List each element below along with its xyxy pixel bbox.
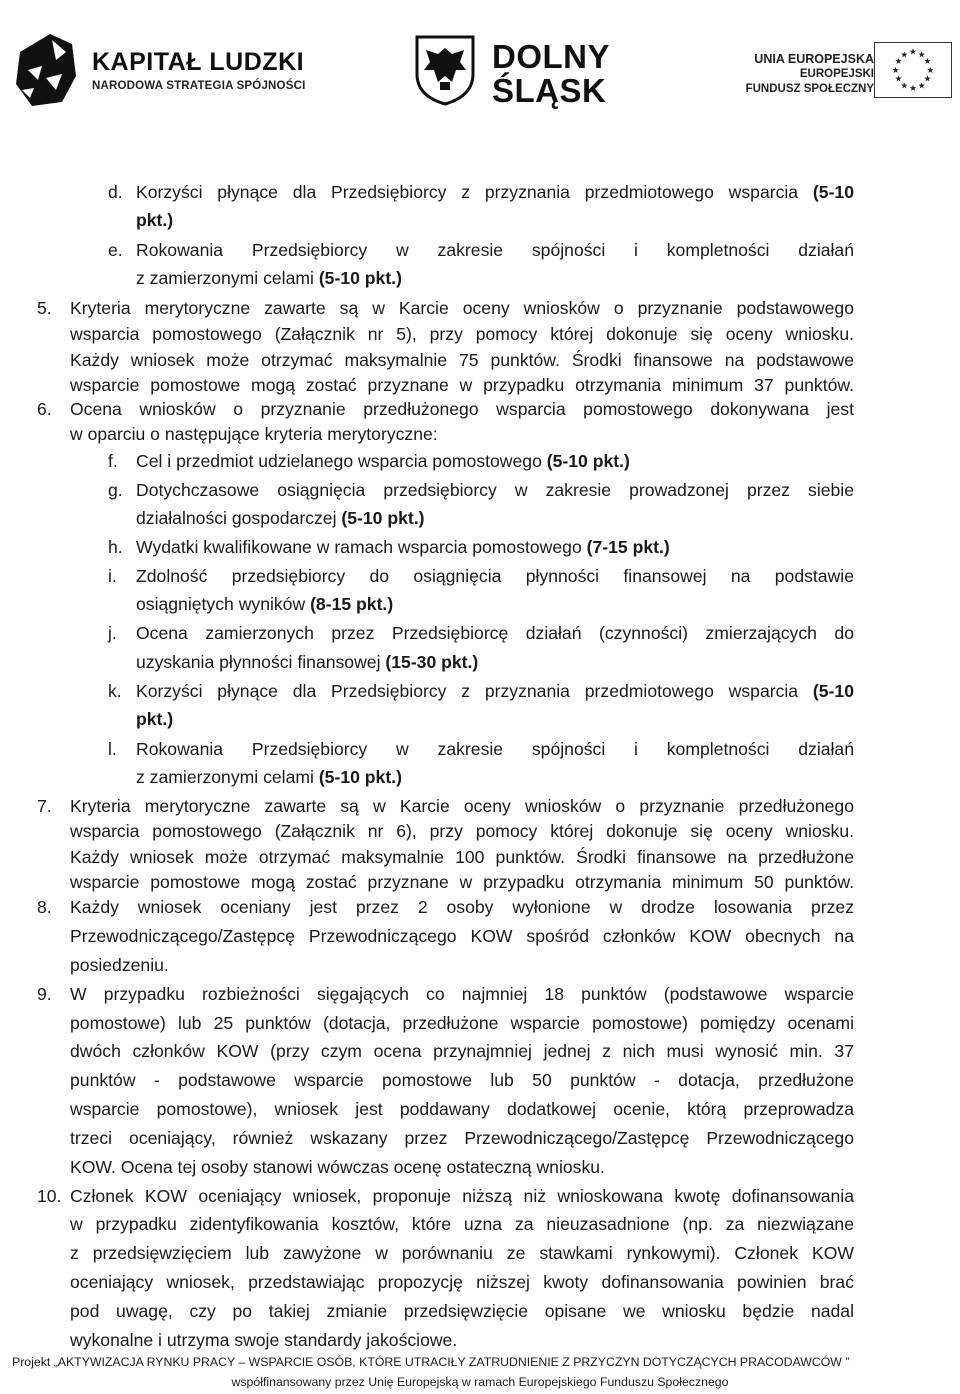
point-5-line3: Każdy wniosek może otrzymać maksymalnie 75 punktów. Środki finansowe na podstawowe xyxy=(70,350,854,370)
point-7-label: 7. xyxy=(37,796,52,816)
point-9-line3: dwóch członków KOW (przy czym ocena przynajmniej jednej z nich musi wynosić min. 37 xyxy=(70,1041,854,1061)
svg-text:★: ★ xyxy=(900,50,909,61)
point-7-line3: Każdy wniosek może otrzymać maksymalnie 100 punktów. Środki finansowe na przedłużone xyxy=(70,847,854,867)
point-10-label: 10. xyxy=(37,1186,62,1206)
kapital-ludzki-emblem-icon xyxy=(12,30,82,110)
item-j-label: j. xyxy=(108,623,117,643)
eu-fund-label-2: FUNDUSZ SPOŁECZNY xyxy=(745,83,874,95)
kapital-ludzki-title: KAPITAŁ LUDZKI xyxy=(92,48,305,76)
item-j-line1: Ocena zamierzonych przez Przedsiębiorcę działań (czynności) zmierzających do xyxy=(136,623,854,643)
point-7-line4: wsparcie pomostowe mogą zostać przyznane w przypadku otrzymania minimum 50 punktów. xyxy=(70,872,854,892)
item-h-label: h. xyxy=(108,537,123,557)
svg-text:★: ★ xyxy=(900,81,909,92)
kapital-ludzki-logo xyxy=(12,30,312,110)
svg-text:★: ★ xyxy=(923,57,932,68)
point-6-line2: w oparciu o następujące kryteria merytoryczne: xyxy=(70,424,438,444)
dolny-slask-line1: DOLNY xyxy=(492,38,610,75)
point-5-label: 5. xyxy=(37,298,52,318)
point-5-line1: Kryteria merytoryczne zawarte są w Karcie oceny wniosków o przyznanie podstawowego xyxy=(70,298,854,318)
item-e-line1: Rokowania Przedsiębiorcy w zakresie spójności i kompletności działań xyxy=(136,240,854,260)
svg-text:★: ★ xyxy=(917,50,926,61)
point-6-label: 6. xyxy=(37,399,52,419)
point-10-line6: wykonalne i utrzyma swoje standardy jakościowe. xyxy=(70,1330,458,1350)
item-k-line2: pkt.) xyxy=(136,709,174,729)
footer-project-line: Projekt „AKTYWIZACJA RYNKU PRACY – WSPARCIE OSÓB, KTÓRE UTRACIŁY ZATRUDNIENIE Z PRZYCZYN DOTYCZĄCYCH PRACODAWCÓW ” xyxy=(12,1355,850,1369)
item-i-line2: osiągniętych wyników (8-15 pkt.) xyxy=(136,594,394,614)
eu-text xyxy=(746,52,874,97)
point-6-line1: Ocena wniosków o przyznanie przedłużonego wsparcia pomostowego dokonywana jest xyxy=(70,399,854,419)
point-8-line2: Przewodniczącego/Zastępcę Przewodniczącego KOW spośród członków KOW obecnych na xyxy=(70,926,854,946)
page-header xyxy=(0,0,960,130)
svg-text:★: ★ xyxy=(909,84,917,95)
point-9-label: 9. xyxy=(37,984,52,1004)
svg-text:★: ★ xyxy=(891,65,900,76)
svg-text:★: ★ xyxy=(909,47,917,58)
dolny-slask-logo xyxy=(414,34,624,114)
point-9-line5: wsparcie pomostowe), wniosek jest poddawany dodatkowej ocenie, którą przeprowadza xyxy=(70,1099,854,1119)
point-8-label: 8. xyxy=(37,897,52,917)
eu-logo xyxy=(736,42,956,112)
item-e-line2: z zamierzonymi celami (5-10 pkt.) xyxy=(136,268,402,288)
point-10-line4: oceniający wniosek, przedstawiając propozycję niższej kwoty dofinansowania powinien brać xyxy=(70,1272,854,1292)
svg-text:★: ★ xyxy=(923,74,932,85)
svg-text:★: ★ xyxy=(894,74,903,85)
point-9-line6: trzeci oceniający, również wskazany przez Przewodniczącego/Zastępcę Przewodniczącego xyxy=(70,1128,854,1148)
item-i-line1: Zdolność przedsiębiorcy do osiągnięcia płynności finansowej na podstawie xyxy=(136,566,854,586)
point-9-line2: pomostowe) lub 25 punktów (dotacja, przedłużone wsparcie pomostowe) pomiędzy ocenami xyxy=(70,1013,854,1033)
item-g-label: g. xyxy=(108,480,123,500)
item-k-label: k. xyxy=(108,681,122,701)
item-f-line1: Cel i przedmiot udzielanego wsparcia pomostowego (5-10 pkt.) xyxy=(136,451,630,471)
item-h-line1: Wydatki kwalifikowane w ramach wsparcia pomostowego (7-15 pkt.) xyxy=(136,537,670,557)
point-8-line1: Każdy wniosek oceniany jest przez 2 osoby wyłonione w drodze losowania przez xyxy=(70,897,854,917)
item-d-line1: Korzyści płynące dla Przedsiębiorcy z przyznania przedmiotowego wsparcia (5-10 xyxy=(136,182,854,202)
item-g-line1: Dotychczasowe osiągnięcia przedsiębiorcy w zakresie prowadzonej przez siebie xyxy=(136,480,854,500)
svg-text:★: ★ xyxy=(926,65,935,76)
item-l-line1: Rokowania Przedsiębiorcy w zakresie spójności i kompletności działań xyxy=(136,739,854,759)
point-5-line2: wsparcia pomostowego (Załącznik nr 5), przy pomocy której dokonuje się oceny wniosku. xyxy=(70,324,854,344)
svg-text:★: ★ xyxy=(917,81,926,92)
item-l-line2: z zamierzonymi celami (5-10 pkt.) xyxy=(136,767,402,787)
point-9-line7: KOW. Ocena tej osoby stanowi wówczas ocenę ostateczną wniosku. xyxy=(70,1157,605,1177)
item-e-label: e. xyxy=(108,240,123,260)
point-8-line3: posiedzeniu. xyxy=(70,955,169,975)
point-9-line1: W przypadku rozbieżności sięgających co najmniej 18 punktów (podstawowe wsparcie xyxy=(70,984,854,1004)
item-d-label: d. xyxy=(108,182,123,202)
point-5-line4: wsparcie pomostowe mogą zostać przyznane w przypadku otrzymania minimum 37 punktów. xyxy=(70,375,854,395)
footer-funding-line: współfinansowany przez Unię Europejską w ramach Europejskiego Funduszu Społecznego xyxy=(231,1375,729,1389)
item-g-line2: działalności gospodarczej (5-10 pkt.) xyxy=(136,508,425,528)
point-9-line4: punktów - podstawowe wsparcie pomostowe lub 50 punktów - dotacja, przedłużone xyxy=(70,1070,854,1090)
point-10-line3: z przedsięwzięciem lub zawyżone w porównaniu ze stawkami rynkowymi). Członek KOW xyxy=(70,1243,854,1263)
point-10-line5: pod uwagę, czy po takiej zmianie przedsięwzięcie opisane we wniosku będzie nadal xyxy=(70,1301,854,1321)
point-10-line1: Członek KOW oceniający wniosek, proponuje niższą niż wnioskowana kwotę dofinansowania xyxy=(70,1186,854,1206)
eu-union-label: UNIA EUROPEJSKA xyxy=(754,52,874,66)
item-i-label: i. xyxy=(108,566,117,586)
point-10-line2: w przypadku zidentyfikowania kosztów, które uzna za nieuzasadnione (np. za niezwiązane xyxy=(70,1214,854,1234)
eu-fund-label-1: EUROPEJSKI xyxy=(799,68,874,80)
item-d-line2: pkt.) xyxy=(136,210,174,230)
point-7-line2: wsparcia pomostowego (Załącznik nr 6), przy pomocy której dokonuje się oceny wniosku. xyxy=(70,821,854,841)
kapital-ludzki-subtitle: NARODOWA STRATEGIA SPÓJNOŚCI xyxy=(92,80,306,92)
item-j-line2: uzyskania płynności finansowej (15-30 pkt.) xyxy=(136,652,479,672)
item-l-label: l. xyxy=(108,739,117,759)
eagle-crest-icon xyxy=(414,34,476,106)
dolny-slask-line2: ŚLĄSK xyxy=(492,72,607,109)
svg-text:★: ★ xyxy=(894,57,903,68)
point-7-line1: Kryteria merytoryczne zawarte są w Karcie oceny wniosków o przyznanie przedłużonego xyxy=(70,796,854,816)
eu-flag-icon xyxy=(874,42,952,98)
item-k-line1: Korzyści płynące dla Przedsiębiorcy z przyznania przedmiotowego wsparcia (5-10 xyxy=(136,681,854,701)
item-f-label: f. xyxy=(108,451,118,471)
